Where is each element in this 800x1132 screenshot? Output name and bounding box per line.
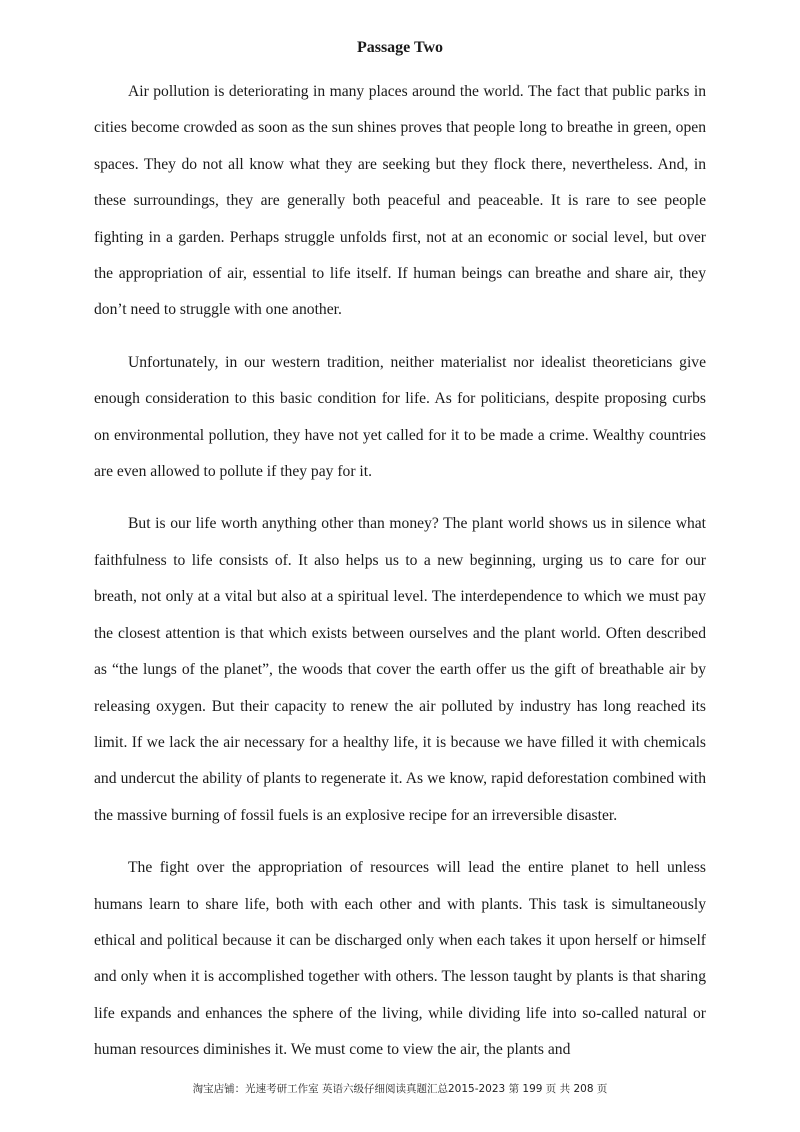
paragraph-3: But is our life worth anything other than money? The plant world shows us in silence what faithfulness to life consists of. It also helps us to a new beginning, urging us to care for our breath, not only at a vital but also at a spiritual level. The interdependence to which we must pay the closest attention is that which exists between ourselves and the plant world. Often described as “the lungs of the planet”, the woods that cover the earth offer us the gift of breathable air by releasing oxygen. But their capacity to renew the air polluted by industry has long reached its limit. If we lack the air necessary for a healthy life, it is because we have filled it with chemicals and undercut the ability of plants to regenerate it. As we know, rapid deforestation combined with the massive burning of fossil fuels is an explosive recipe for an irreversible disaster.	[94, 515, 706, 824]
paragraph-4: The fight over the appropriation of resources will lead the entire planet to hell unless humans learn to share life, both with each other and with plants. This task is simultaneously ethical and political because it can be discharged only when each takes it upon herself or himself and only when it is accomplished together with others. The lesson taught by plants is that sharing life expands and enhances the sphere of the living, while dividing life into so-called natural or human resources diminishes it. We must come to view the air, the plants and	[94, 859, 706, 1059]
page-footer: 淘宝店铺：光速考研工作室 英语六级仔细阅读真题汇总2015-2023 第 199 页 共 208 页	[192, 1083, 608, 1095]
passage-body	[94, 74, 706, 1085]
paragraph-1: Air pollution is deteriorating in many places around the world. The fact that public parks in cities become crowded as soon as the sun shines proves that people long to breathe in green, open spaces. They do not all know what they are seeking but they flock there, nevertheless. And, in these surroundings, they are generally both peaceful and peaceable. It is rare to see people fighting in a garden. Perhaps struggle unfolds first, not at an economic or social level, but over the appropriation of air, essential to life itself. If human beings can breathe and share air, they don’t need to struggle with one another.	[94, 83, 706, 319]
paragraph-2: Unfortunately, in our western tradition, neither materialist nor idealist theoreticians give enough consideration to this basic condition for life. As for politicians, despite proposing curbs on environmental pollution, they have not yet called for it to be made a crime. Wealthy countries are even allowed to pollute if they pay for it.	[94, 353, 706, 481]
passage-title: Passage Two	[356, 39, 444, 56]
